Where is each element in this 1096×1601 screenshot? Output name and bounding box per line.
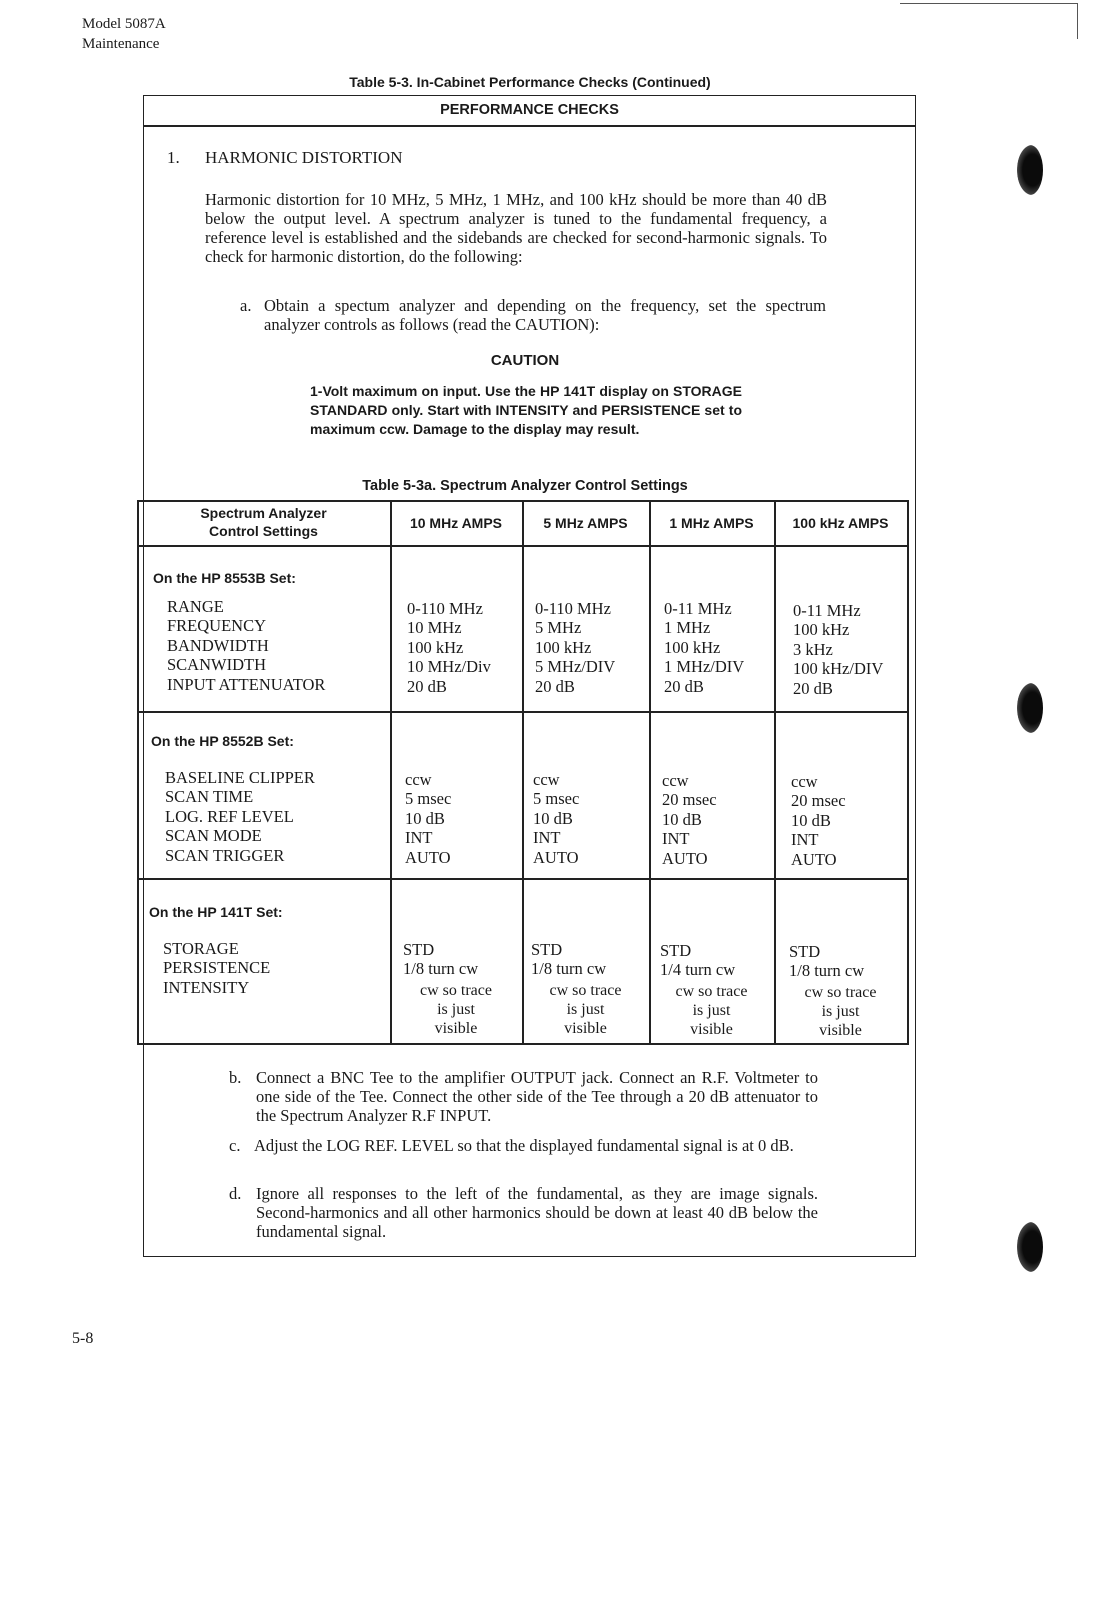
intensity-100khz — [774, 983, 907, 1040]
values-141t-1mhz — [660, 941, 735, 980]
cell: 1/4 turn cw — [660, 960, 736, 980]
cell: AUTO — [662, 848, 708, 868]
cell: 100 kHz — [664, 637, 721, 657]
cell: STD — [403, 940, 435, 959]
box-header-rule — [143, 125, 916, 127]
values-8553b-10mhz — [407, 599, 491, 696]
header-line: Spectrum Analyzer — [200, 505, 327, 521]
table-caption: Table 5-3. In-Cabinet Performance Checks (Continued) — [349, 74, 711, 90]
labels-8552b — [165, 768, 315, 865]
header-100khz: 100 kHz AMPS — [792, 515, 889, 531]
settings-table-caption: Table 5-3a. Spectrum Analyzer Control Settings — [362, 478, 688, 494]
step-number: 1. — [167, 148, 180, 167]
cell: STD — [531, 940, 563, 959]
table-rule — [649, 500, 651, 1045]
table-rule — [774, 500, 776, 1045]
header-5mhz: 5 MHz AMPS — [543, 515, 628, 531]
cell: ccw — [662, 771, 689, 790]
table-rule — [390, 500, 392, 1045]
cell: 100 kHz — [535, 637, 592, 657]
group-title-8553b: On the HP 8553B Set: — [153, 570, 296, 586]
cell: ccw — [405, 770, 432, 789]
label-bandwidth: BANDWIDTH — [167, 635, 269, 655]
cell: 10 dB — [662, 809, 702, 829]
intensity-10mhz — [390, 981, 522, 1038]
label-persistence: PERSISTENCE — [163, 958, 271, 978]
label-scan-mode: SCAN MODE — [165, 826, 262, 846]
cell: 1/8 turn cw — [403, 959, 479, 979]
label-range: RANGE — [167, 597, 224, 616]
step-letter-d: d. — [229, 1184, 242, 1203]
caution-title: CAUTION — [490, 352, 560, 369]
cell: 5 MHz/DIV — [535, 657, 616, 677]
cell: is just — [437, 1001, 475, 1018]
values-8552b-1mhz — [662, 771, 717, 868]
values-8552b-10mhz — [405, 770, 451, 867]
cell: 100 kHz — [407, 637, 464, 657]
label-scanwidth: SCANWIDTH — [167, 655, 266, 675]
values-141t-5mhz — [531, 940, 606, 979]
step-letter-a: a. — [240, 296, 252, 315]
step-letter-c: c. — [229, 1136, 241, 1155]
cell: 10 dB — [791, 810, 831, 830]
cell: 10 dB — [533, 808, 573, 828]
values-8552b-5mhz — [533, 770, 579, 867]
cell: INT — [791, 830, 819, 850]
cell: is just — [821, 1003, 860, 1020]
values-8553b-5mhz — [535, 599, 615, 696]
intensity-1mhz — [649, 982, 774, 1039]
values-8553b-1mhz — [664, 599, 744, 696]
cell: 10 MHz/Div — [407, 657, 491, 677]
cell: STD — [789, 942, 821, 961]
cell: 100 kHz/DIV — [793, 659, 884, 679]
cell: visible — [434, 1020, 478, 1037]
cell: 1 MHz/DIV — [664, 657, 745, 677]
label-scan-time: SCAN TIME — [165, 787, 254, 807]
table-rule — [907, 500, 909, 1045]
label-storage: STORAGE — [163, 939, 239, 958]
cell: 0-11 MHz — [793, 601, 861, 620]
header-10mhz: 10 MHz AMPS — [409, 515, 503, 531]
table-rule — [522, 500, 524, 1045]
binding-hole-icon — [1017, 145, 1043, 195]
cell: cw so trace — [420, 982, 492, 999]
cell: 5 msec — [405, 789, 452, 809]
cell: INT — [662, 829, 690, 849]
cell: 20 msec — [791, 791, 846, 811]
cell: 20 dB — [664, 676, 704, 696]
cell: 10 MHz — [407, 618, 462, 638]
labels-141t — [163, 939, 270, 997]
step-text-a: Obtain a spectum analyzer and depending on the frequency, set the spectrum analyzer controls as follows (read the CAUTION): — [264, 296, 826, 334]
cell: INT — [405, 828, 433, 848]
cell: 20 dB — [535, 676, 575, 696]
cell: visible — [564, 1020, 607, 1037]
cell: ccw — [533, 770, 560, 789]
values-141t-100khz — [789, 942, 864, 981]
control-settings-table — [137, 500, 909, 1045]
cell: 5 msec — [533, 789, 580, 809]
step-text-d: Ignore all responses to the left of the fundamental, as they are image signals. Second-harmonics and all other harmonics should be down at least 40 dB below the fundamental signal. — [256, 1184, 818, 1241]
cell: STD — [660, 941, 692, 960]
step-text-c: Adjust the LOG REF. LEVEL so that the displayed fundamental signal is at 0 dB. — [254, 1136, 794, 1155]
page-number: 5-8 — [72, 1330, 94, 1347]
section-header: Maintenance — [82, 36, 160, 52]
cell: AUTO — [533, 847, 579, 867]
cell: ccw — [791, 772, 818, 791]
step-text-b: Connect a BNC Tee to the amplifier OUTPUT jack. Connect an R.F. Voltmeter to one side of the Tee. Connect the other side of the Tee through a 20 dB attenuator to the Spectrum Analyzer R.F INPUT. — [256, 1068, 818, 1125]
header-control-settings — [137, 504, 390, 540]
model-header: Model 5087A — [82, 16, 166, 32]
cell: is just — [692, 1002, 731, 1019]
values-8553b-100khz — [793, 601, 883, 698]
header-1mhz: 1 MHz AMPS — [669, 515, 754, 531]
table-rule — [137, 500, 139, 1045]
binding-hole-icon — [1017, 1222, 1043, 1272]
cell: INT — [533, 828, 561, 848]
cell: 0-110 MHz — [535, 599, 611, 618]
label-log-ref-level: LOG. REF LEVEL — [165, 806, 294, 826]
cell: 5 MHz — [535, 618, 582, 638]
cell: 1 MHz — [664, 618, 711, 638]
group-title-141t: On the HP 141T Set: — [149, 904, 283, 920]
cell: AUTO — [405, 847, 451, 867]
cell: 0-110 MHz — [407, 599, 483, 618]
values-8552b-100khz — [791, 772, 846, 869]
cell: 3 kHz — [793, 639, 833, 659]
cell: cw so trace — [675, 983, 748, 1000]
cell: visible — [819, 1022, 862, 1039]
cell: 0-11 MHz — [664, 599, 732, 618]
label-intensity: INTENSITY — [163, 977, 250, 997]
group-title-8552b: On the HP 8552B Set: — [151, 733, 294, 749]
cell: AUTO — [791, 849, 837, 869]
cell: cw so trace — [804, 984, 877, 1001]
values-141t-10mhz — [403, 940, 478, 979]
cell: 1/8 turn cw — [531, 959, 607, 979]
cell: 100 kHz — [793, 620, 850, 640]
intro-paragraph: Harmonic distortion for 10 MHz, 5 MHz, 1 MHz, and 100 kHz should be more than 40 dB below the output level. A spectrum analyzer is tuned to the fundamental frequency, a reference level is established and the sidebands are checked for second-harmonic signals. To check for harmonic distortion, do the following: — [205, 190, 827, 266]
label-baseline-clipper: BASELINE CLIPPER — [165, 768, 315, 787]
cell: 20 msec — [662, 790, 717, 810]
step-title: HARMONIC DISTORTION — [205, 148, 403, 167]
intensity-5mhz — [522, 981, 649, 1038]
cell: cw so trace — [549, 982, 622, 999]
cell: 20 dB — [407, 676, 447, 696]
caution-text: 1-Volt maximum on input. Use the HP 141T display on STORAGE STANDARD only. Start with INTENSITY and PERSISTENCE set to maximum ccw. Damage to the display may result. — [310, 383, 742, 437]
corner-rule-horizontal — [900, 3, 1078, 4]
cell: visible — [690, 1021, 733, 1038]
binding-hole-icon — [1017, 683, 1043, 733]
label-input-attenuator: INPUT ATTENUATOR — [167, 674, 326, 694]
cell: 20 dB — [793, 678, 833, 698]
step-letter-b: b. — [229, 1068, 242, 1087]
cell: 10 dB — [405, 808, 445, 828]
performance-checks-title: PERFORMANCE CHECKS — [440, 102, 619, 118]
header-line: Control Settings — [209, 523, 318, 539]
label-frequency: FREQUENCY — [167, 616, 267, 636]
corner-rule-vertical — [1077, 3, 1078, 39]
cell: 1/8 turn cw — [789, 961, 865, 981]
labels-8553b — [167, 597, 325, 694]
label-scan-trigger: SCAN TRIGGER — [165, 845, 285, 865]
cell: is just — [566, 1001, 605, 1018]
